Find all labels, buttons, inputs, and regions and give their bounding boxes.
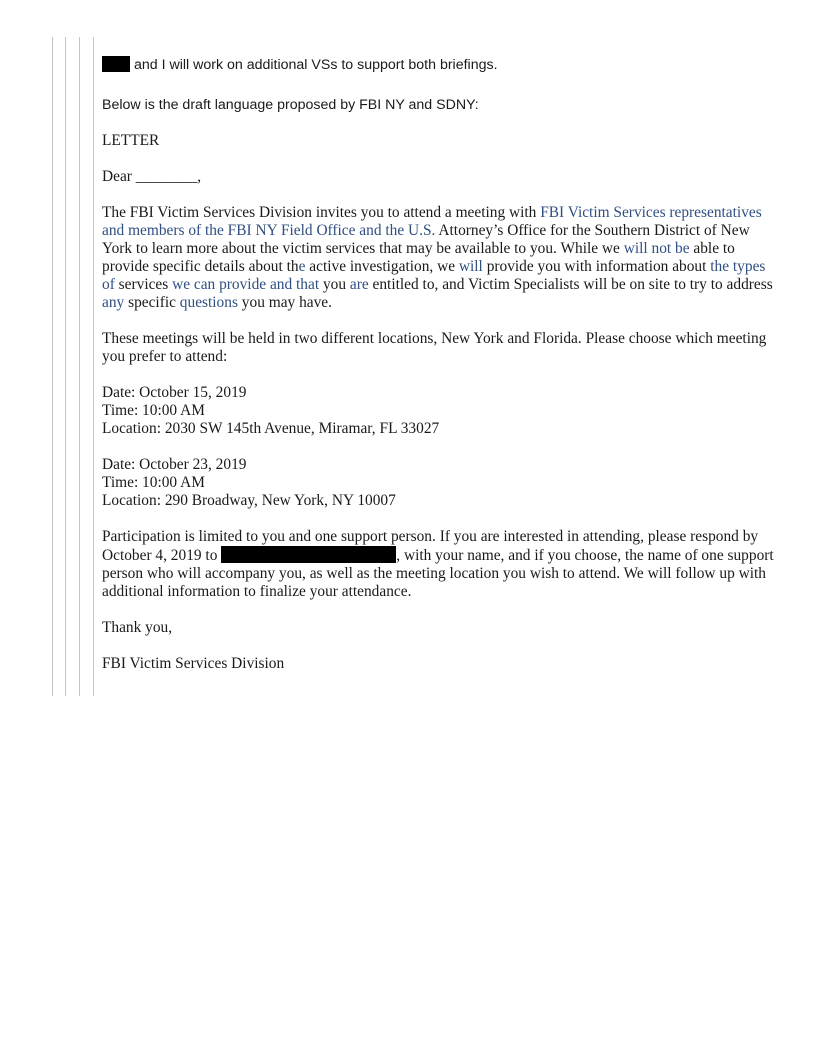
redaction-block — [102, 56, 130, 72]
quote-line — [93, 37, 94, 696]
meeting-location: Location: 290 Broadway, New York, NY 10007 — [102, 492, 396, 509]
meeting-time: Time: 10:00 AM — [102, 402, 205, 419]
meeting-date: Date: October 15, 2019 — [102, 384, 247, 401]
meeting-florida — [102, 384, 782, 438]
redaction-block — [221, 546, 396, 563]
email-body — [102, 56, 782, 673]
paragraph-participation: Participation is limited to you and one support person. If you are interested in attending, please respond by October 4, 2019 to , with your name, and if you choose, the name of one support person who will accompany you, as well as the meeting location you wish to attend. We will follow up with additional information to finalize your attendance. — [102, 528, 774, 600]
meeting-new-york — [102, 456, 782, 510]
paragraph-locations: These meetings will be held in two different locations, New York and Florida. Please choose which meeting you prefer to attend: — [102, 330, 767, 365]
letter-heading: LETTER — [102, 132, 160, 149]
quote-line — [52, 37, 53, 696]
intro-line-1: and I will work on additional VSs to support both briefings. — [102, 56, 782, 74]
closing: Thank you, — [102, 619, 173, 636]
paragraph-invitation: The FBI Victim Services Division invites you to attend a meeting with FBI Victim Services representatives and members of the FBI NY Field Office and the U.S. Attorney’s Office for the Southern District of New York to learn more about the victim services that may be available to you. While we will not be able to provide specific details about the active investigation, we will provide you with information about the types of services we can provide and that you are entitled to, and Victim Specialists will be on site to try to address any specific questions you may have. — [102, 204, 773, 311]
salutation: Dear ________, — [102, 168, 202, 185]
quote-line — [79, 37, 80, 696]
meeting-location: Location: 2030 SW 145th Avenue, Miramar, FL 33027 — [102, 420, 440, 437]
meeting-date: Date: October 23, 2019 — [102, 456, 247, 473]
meeting-time: Time: 10:00 AM — [102, 474, 205, 491]
intro-line-2: Below is the draft language proposed by FBI NY and SDNY: — [102, 97, 479, 113]
signature: FBI Victim Services Division — [102, 655, 285, 672]
quote-line — [65, 37, 66, 696]
